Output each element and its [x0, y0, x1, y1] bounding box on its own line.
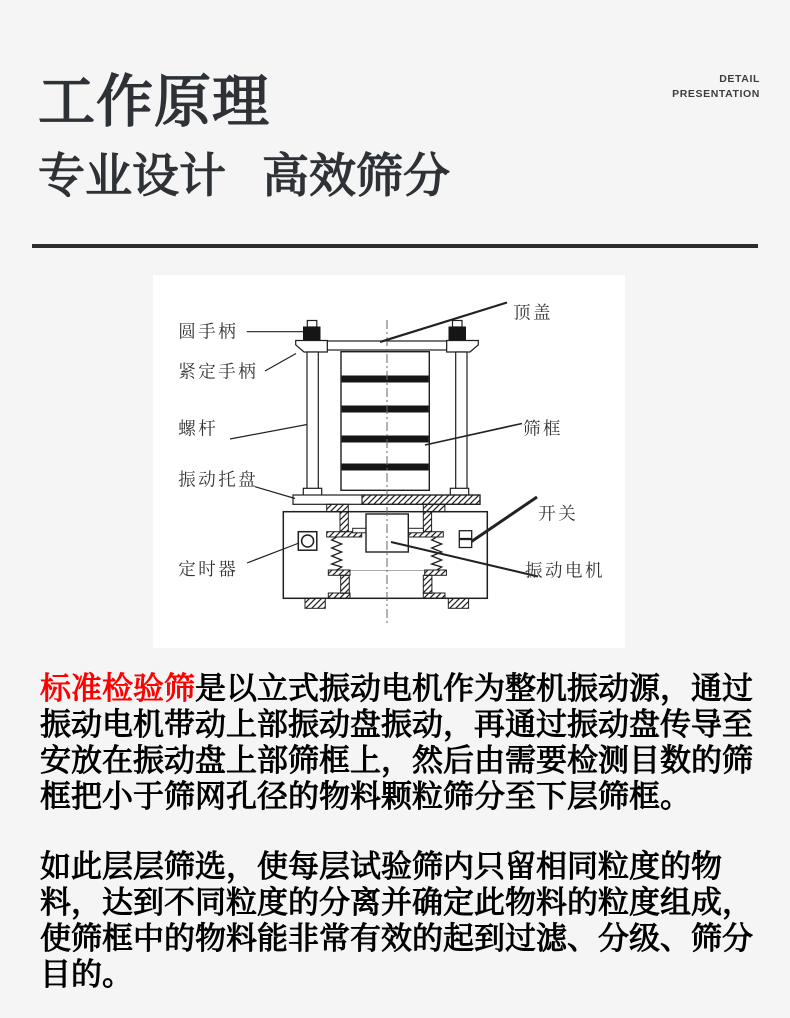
diagram-card — [153, 275, 625, 648]
subtitle-part1: 专业设计 — [38, 149, 226, 202]
label-lock-handle: 紧定手柄 — [178, 362, 259, 383]
sieve-stack — [341, 352, 429, 491]
switch-shape — [459, 531, 471, 548]
header-divider — [32, 244, 758, 248]
paragraph-text: 是以立式振动电机作为整机振动源，通过 — [195, 671, 753, 706]
paragraph-line: 振动电机带动上部振动盘振动，再通过振动盘传导至 — [40, 707, 753, 742]
page-title: 工作原理 — [38, 70, 270, 134]
detail-tag-line2: PRESENTATION — [672, 88, 760, 100]
label-timer: 定时器 — [178, 560, 239, 580]
principle-paragraph-2 — [40, 849, 760, 993]
paragraph-line: 使筛框中的物料能非常有效的起到过滤、分级、筛分 — [40, 921, 753, 956]
label-vibration-motor: 振动电机 — [525, 561, 605, 582]
paragraph-line: 安放在振动盘上部筛框上，然后由需要检测目数的筛 — [40, 743, 753, 778]
label-switch: 开关 — [538, 504, 579, 525]
paragraph-line: 料，达到不同粒度的分离并确定此物料的粒度组成， — [40, 885, 753, 920]
principle-paragraph-1 — [40, 671, 760, 815]
subtitle-part2: 高效筛分 — [262, 149, 450, 202]
label-sieve-frame: 筛框 — [523, 419, 563, 440]
paragraph-line — [40, 671, 760, 707]
label-round-handle: 圆手柄 — [178, 322, 239, 343]
label-top-cover: 顶盖 — [513, 303, 553, 324]
detail-tag-line1: DETAIL — [719, 73, 760, 85]
paragraph-line: 如此层层筛选，使每层试验筛内只留相同粒度的物 — [40, 849, 722, 884]
label-vibration-tray: 振动托盘 — [178, 470, 259, 491]
paragraph-line: 目的。 — [40, 957, 133, 992]
timer-shape — [298, 532, 317, 551]
paragraph-line: 框把小于筛网孔径的物料颗粒筛分至下层筛框。 — [40, 779, 691, 814]
page-subtitle — [38, 150, 450, 202]
working-principle-diagram — [153, 275, 625, 648]
highlight-term: 标准检验筛 — [40, 671, 195, 706]
detail-presentation-tag — [672, 72, 760, 102]
label-screw-rod: 螺杆 — [178, 419, 219, 440]
